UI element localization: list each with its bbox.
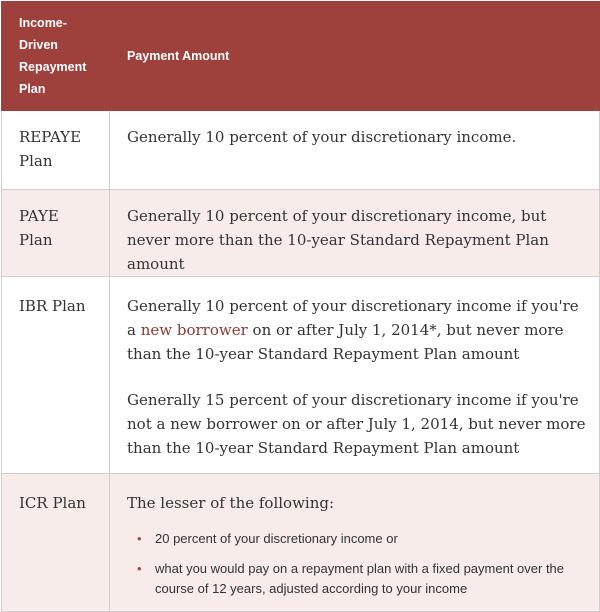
table-row-repaye bbox=[2, 111, 600, 190]
bullet-icon: • bbox=[137, 531, 142, 546]
plan-header-line: Driven bbox=[19, 38, 58, 52]
plan-name-cell bbox=[2, 111, 110, 190]
plan-name-cell bbox=[2, 190, 110, 277]
plan-header-line: Repayment bbox=[19, 60, 87, 74]
table-header-row bbox=[2, 2, 600, 111]
plan-header-line: Plan bbox=[19, 82, 46, 96]
payment-amount-paragraph: Generally 15 percent of your discretionary income if you're not a new borrower on or after July 1, 2014, but never more than the 10-year Standard Repayment Plan amount bbox=[127, 391, 586, 457]
new-borrower-link[interactable]: new borrower bbox=[140, 321, 248, 339]
table-row-icr bbox=[2, 474, 600, 612]
plan-name-line: Plan bbox=[19, 152, 53, 170]
paragraph-text: on or after July 1, 2014*, but never more than the 10-year Standard Repayment Plan amount bbox=[127, 321, 564, 363]
list-item-text: 20 percent of your discretionary income or bbox=[155, 531, 398, 546]
repayment-plans-table bbox=[1, 1, 600, 612]
payment-amount-paragraph bbox=[127, 294, 589, 366]
plan-name-line: Plan bbox=[19, 231, 53, 249]
payment-amount-header-label: Payment Amount bbox=[127, 49, 230, 63]
plan-name-line: IBR Plan bbox=[19, 297, 86, 315]
repayment-plans-page bbox=[1, 1, 599, 599]
plan-name-line: PAYE bbox=[19, 207, 59, 225]
payment-amount-column-header bbox=[110, 2, 600, 111]
payment-amount-text: Generally 10 percent of your discretionary income. bbox=[127, 128, 517, 146]
plan-name-cell bbox=[2, 474, 110, 612]
payment-amount-cell bbox=[110, 111, 600, 190]
paragraph-text: Generally 10 percent of your discretionary income if you're a bbox=[127, 297, 579, 339]
payment-amount-cell bbox=[110, 474, 600, 612]
payment-amount-cell bbox=[110, 190, 600, 277]
plan-name-line: REPAYE bbox=[19, 128, 82, 146]
plan-column-header bbox=[2, 2, 110, 111]
table-row-ibr bbox=[2, 277, 600, 474]
plan-name-cell bbox=[2, 277, 110, 474]
payment-amount-cell bbox=[110, 277, 600, 474]
payment-amount-text: Generally 10 percent of your discretionary income, but never more than the 10-year Standard Repayment Plan amount bbox=[127, 207, 549, 273]
list-item bbox=[137, 529, 589, 549]
plan-name-line: ICR Plan bbox=[19, 494, 86, 512]
list-item bbox=[137, 559, 589, 599]
plan-header-line: Income- bbox=[19, 16, 67, 30]
list-item-text: what you would pay on a repayment plan with a fixed payment over the course of 12 years, adjusted according to your income bbox=[155, 561, 565, 596]
table-row-paye bbox=[2, 190, 600, 277]
icr-bullet-list bbox=[127, 529, 589, 599]
bullet-icon: • bbox=[137, 561, 142, 576]
icr-intro-text: The lesser of the following: bbox=[127, 494, 335, 512]
